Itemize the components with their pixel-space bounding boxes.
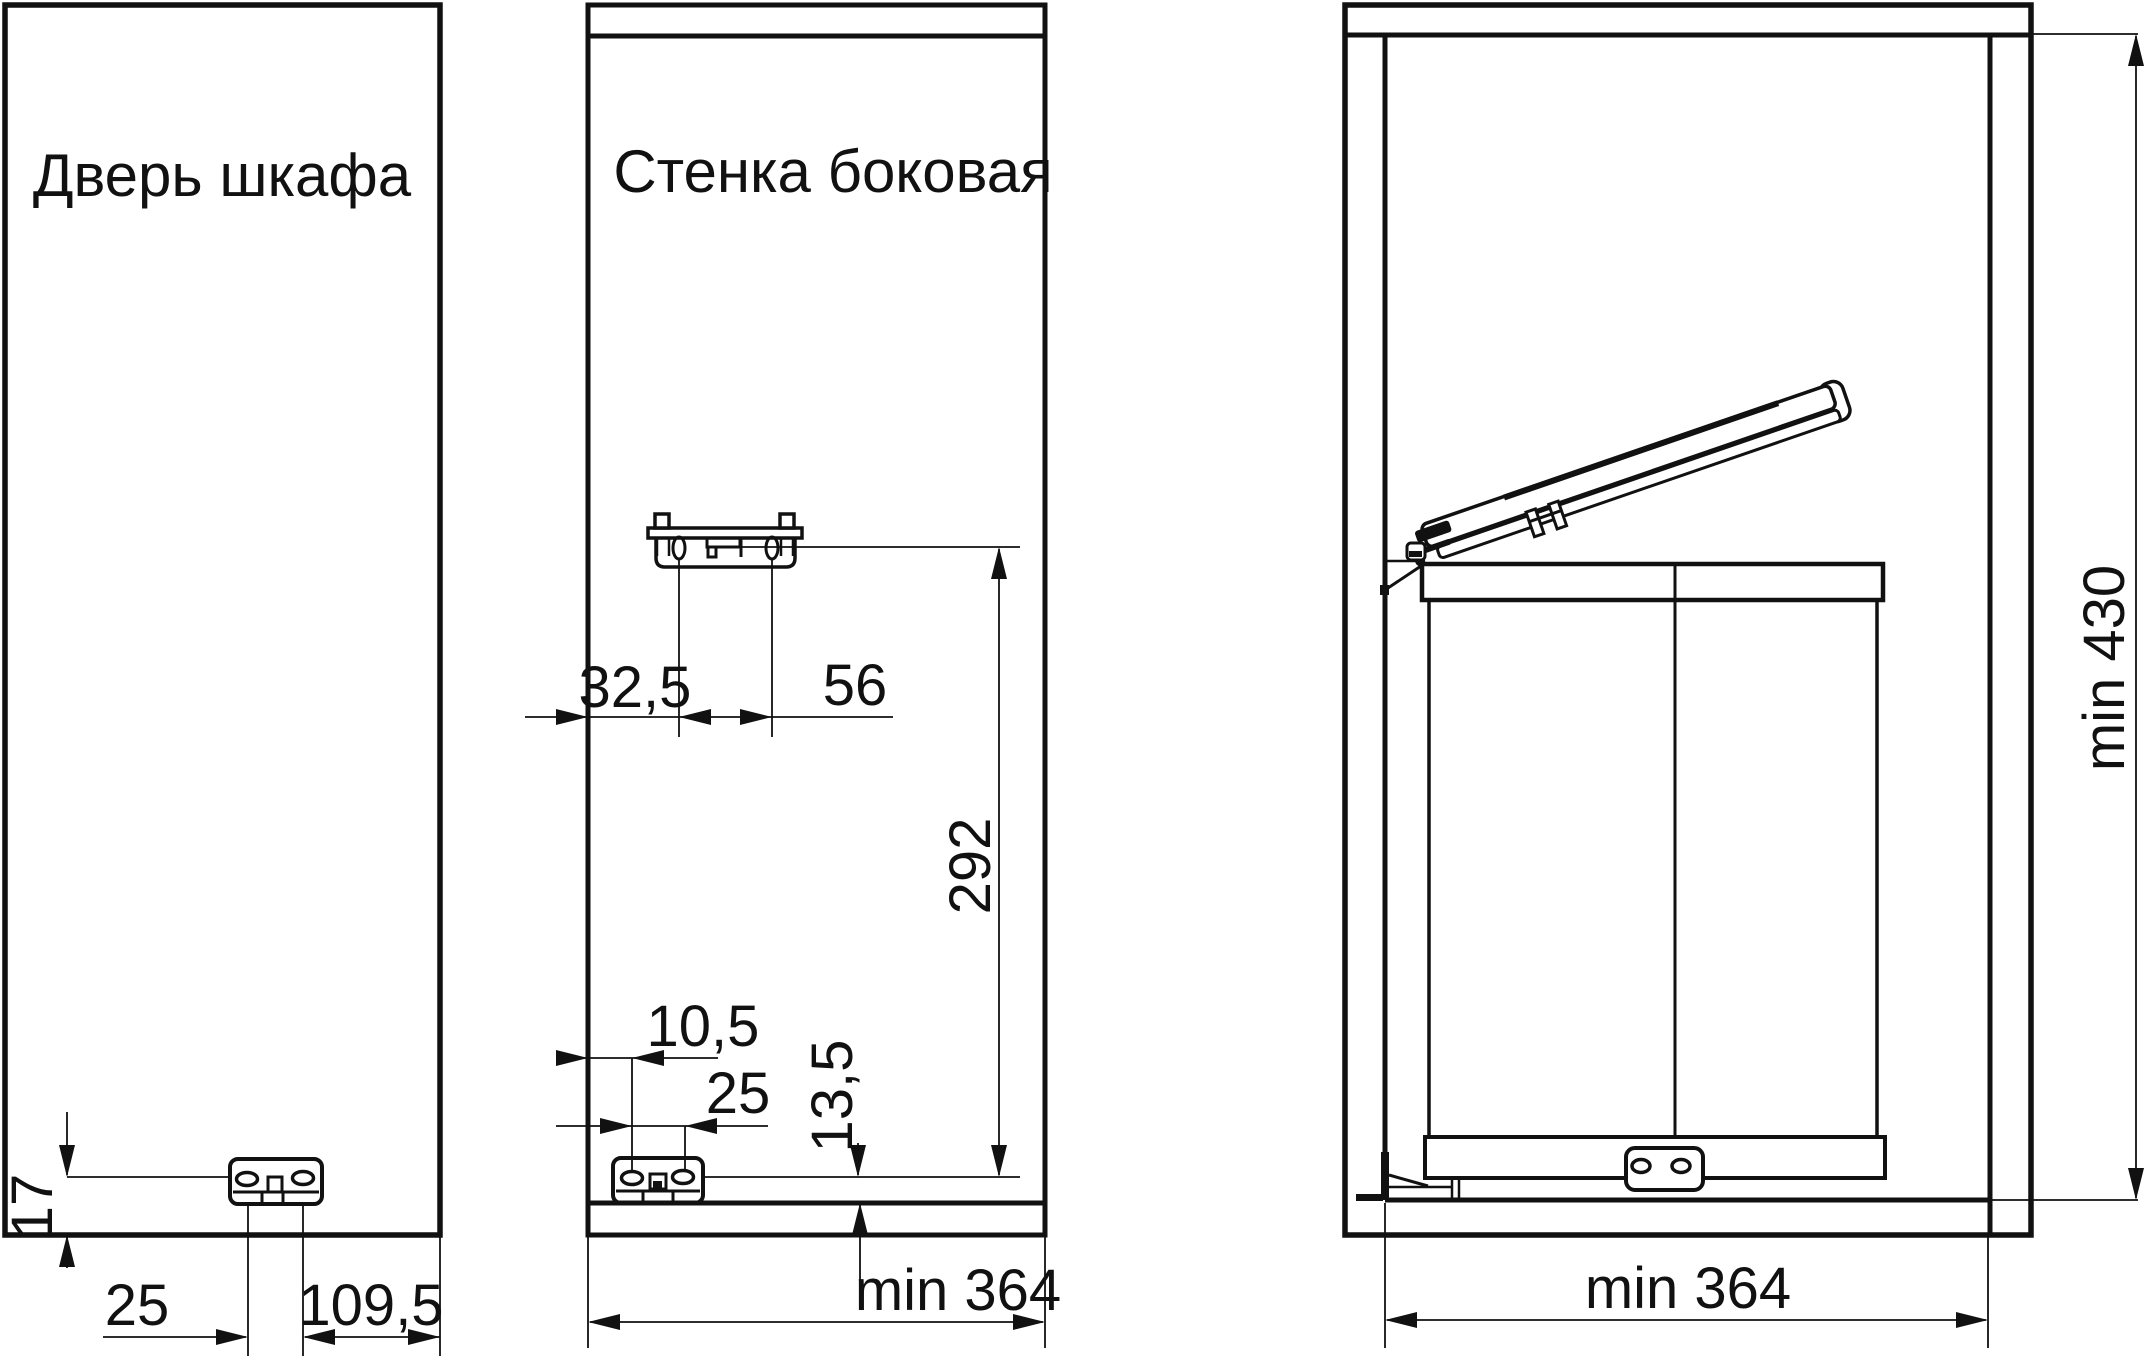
door-dim-17-label: 17 [0,1173,65,1239]
door-dim-17 [0,1112,228,1268]
door-title: Дверь шкафа [32,142,412,209]
door-dim-109-label: 109,5 [298,1273,444,1338]
bin-rim [1422,564,1883,600]
cabinet-panel [1345,5,2144,1348]
door-dim-25-label: 25 [104,1273,170,1338]
side-wall-dim-292 [938,547,1007,1177]
side-wall-dim-292-label: 292 [938,817,1003,915]
side-wall-dim-10-5-label: 10,5 [646,994,760,1059]
side-wall-dim-32-label: 32,5 [578,655,692,720]
cabinet-dim-min430 [1992,34,2144,1200]
side-wall-upper-bracket [648,514,1020,567]
bin-lid [1404,379,1856,576]
side-wall-dim-13-5 [800,1040,868,1287]
side-wall-panel [525,5,1061,1348]
side-wall-top-dims [525,559,893,737]
side-wall-dim-25-label: 25 [705,1061,771,1126]
door-panel [0,5,444,1356]
waste-bin [1356,379,1885,1201]
side-wall-dim-min364 [588,1237,1061,1348]
cabinet-dim-min364-label: min 364 [1584,1256,1792,1321]
side-wall-dim-56-label: 56 [822,653,888,718]
door-bottom-dims [103,1204,444,1356]
cabinet-dim-min364 [1385,1203,1988,1348]
side-wall-title: Стенка боковая [613,138,1053,205]
door-bracket [230,1159,322,1204]
side-wall-lower-bracket [613,1158,1020,1203]
side-wall-dim-min364-label: min 364 [854,1258,1062,1323]
floor-bracket [1626,1148,1703,1190]
cabinet-dim-min430-label: min 430 [2072,564,2137,772]
side-wall-dim-13-5-label: 13,5 [800,1039,865,1153]
bin-body [1429,600,1877,1137]
